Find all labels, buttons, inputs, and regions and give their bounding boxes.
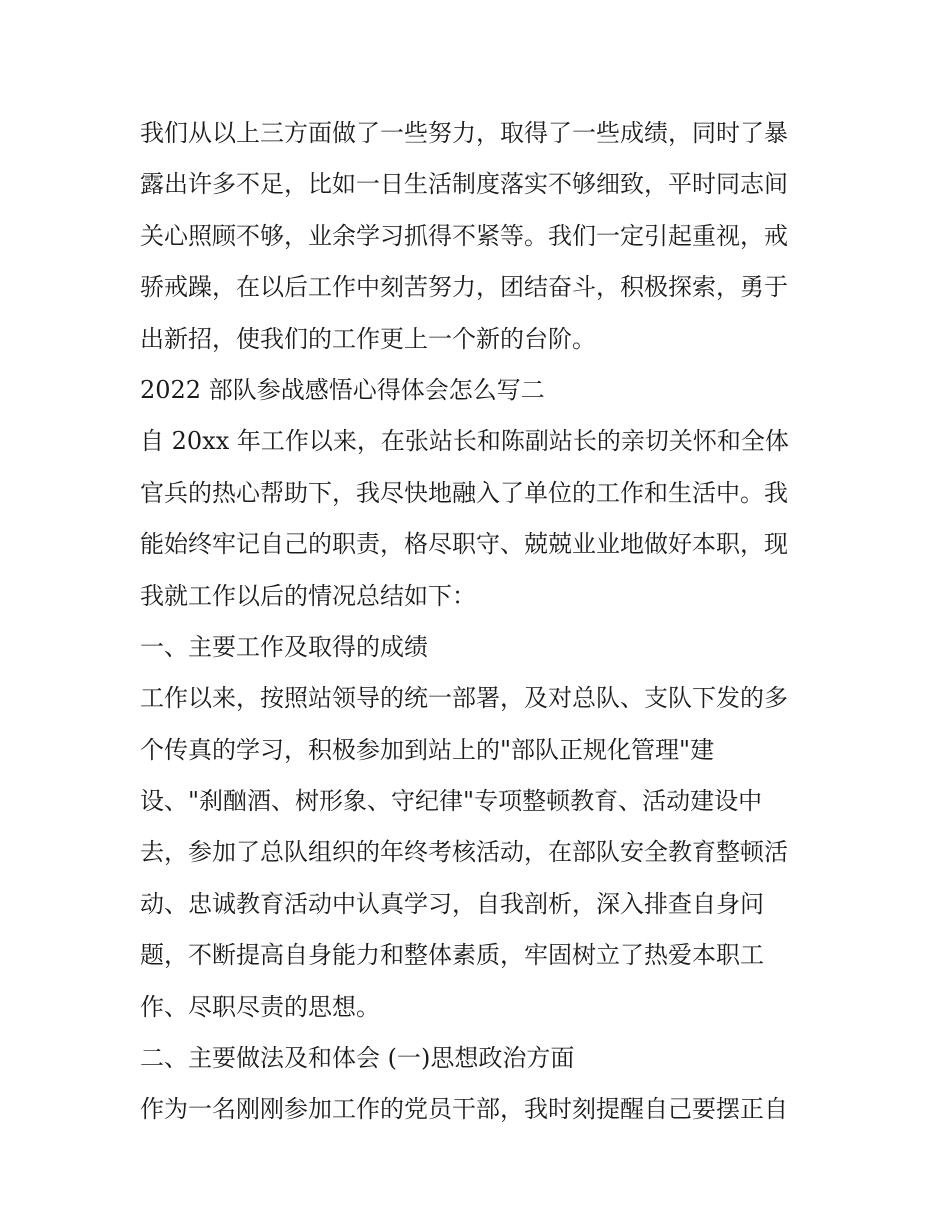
document-body [140, 108, 820, 1136]
paragraph-line: 作为一名刚刚参加工作的党员干部，我时刻提醒自己要摆正自 [140, 1095, 788, 1124]
paragraph-line: 我就工作以后的情况总结如下： [140, 581, 476, 610]
paragraph-line: 能始终牢记自己的职责，格尽职守、兢兢业业地做好本职，现 [140, 530, 788, 559]
paragraph-line: 作、尽职尽责的思想。 [140, 992, 380, 1021]
paragraph-line: 关心照顾不够，业余学习抓得不紧等。我们一定引起重视，戒 [140, 221, 788, 250]
paragraph-line: 个传真的学习，积极参加到站上的"部队正规化管理"建 [140, 735, 715, 764]
section-heading: 二、主要做法及和体会 (一)思想政治方面 [140, 1044, 575, 1073]
paragraph-line: 露出许多不足，比如一日生活制度落实不够细致，平时同志间 [140, 170, 788, 199]
paragraph-line: 工作以来，按照站领导的统一部署，及对总队、支队下发的多 [140, 684, 788, 713]
paragraph-line: 去，参加了总队组织的年终考核活动，在部队安全教育整顿活 [140, 838, 788, 867]
paragraph-line: 自 20xx 年工作以来，在张站长和陈副站长的亲切关怀和全体 [140, 427, 789, 456]
paragraph-line: 出新招，使我们的工作更上一个新的台阶。 [140, 324, 596, 353]
paragraph-line: 官兵的热心帮助下，我尽快地融入了单位的工作和生活中。我 [140, 478, 788, 507]
paragraph-line: 设、"刹酗酒、树形象、守纪律"专项整顿教育、活动建设中 [140, 787, 763, 816]
section-heading: 一、主要工作及取得的成绩 [140, 632, 428, 661]
paragraph-line: 我们从以上三方面做了一些努力，取得了一些成绩，同时了暴 [140, 119, 788, 147]
section-heading: 2022 部队参战感悟心得体会怎么写二 [140, 375, 545, 404]
paragraph-line: 动、忠诚教育活动中认真学习，自我剖析，深入排查自身问 [140, 889, 764, 918]
paragraph-line: 题，不断提高自身能力和整体素质，牢固树立了热爱本职工 [140, 941, 764, 970]
paragraph-line: 骄戒躁，在以后工作中刻苦努力，团结奋斗，积极探索，勇于 [140, 273, 788, 302]
